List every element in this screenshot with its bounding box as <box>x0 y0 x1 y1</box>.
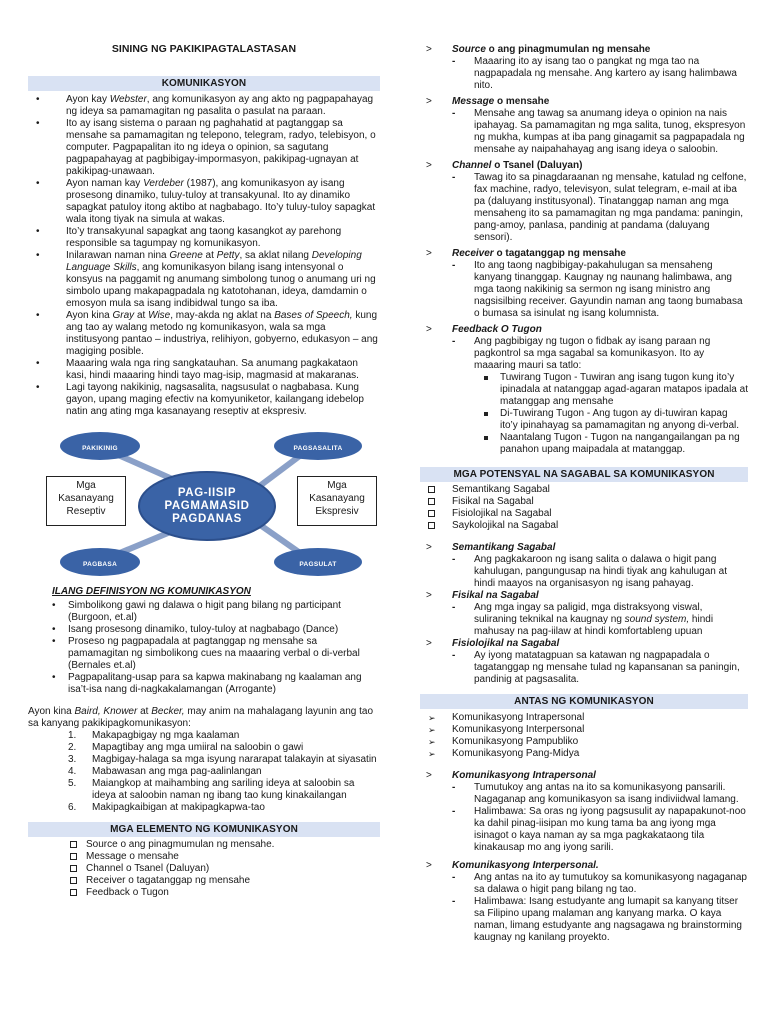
square-bullet-icon <box>484 412 488 416</box>
right-column <box>420 0 748 944</box>
arrow-bullet-icon: ➢ <box>428 749 436 759</box>
arrow-marker-icon: > <box>426 96 432 107</box>
page-title: SINING NG PAKIKIPAGTALASTASAN <box>111 43 297 55</box>
square-bullet-icon <box>484 436 488 440</box>
definition-item: • Isang prosesong dinamiko, tuloy-tuloy at nagbabago (Dance) <box>28 624 380 636</box>
dash-item: - Halimbawa: Isang estudyante ang lumapit sa kanyang titser sa Filipino upang malaman ang kanyang marka. O kaya naman, limang estudyante ang nagsagawa ng brainstorming kaugnay ng kanilang proyekto. <box>452 896 742 943</box>
dash-marker-icon: - <box>452 650 456 661</box>
definition-item: • Pagpapalitang-usap para sa kapwa makinabang ng kaalaman ang isa’t-isa nang di-nagkakalamangan (Arrogante) <box>28 672 380 696</box>
arrow-marker-icon: > <box>426 542 432 553</box>
dash-item: - Halimbawa: Sa oras ng iyong pagsusulit ay napapakunot-noo ka dahil pinag-iisipan mo kung tama ba ang iyong mga isinagot o kaya naman ay sa mga pagkakataong tila kinakausap mo ang iyong sarili. <box>452 806 746 853</box>
element-heading <box>420 324 748 336</box>
element-heading: > Source o ang pinagmumulan ng mensahe <box>426 44 651 55</box>
italic-term: Becker, <box>151 706 185 717</box>
purpose-item: 5. Maiangkop at maihambing ang sariling ideya at saloobin sa ideya at saloobin naman ng ibang tao kung kinakailangan <box>68 778 355 801</box>
italic-term: Receiver <box>452 248 494 259</box>
label-pagsasalita: PAGSASALITA <box>293 445 343 452</box>
intro-bullet: • Inilarawan naman nina Greene at Petty, sa aklat nilang Developing Language Skills, ang komunikasyon bilang isang intensyonal o konsyus na paggamit ng anumang simbolong tunog o anumang uri ng simbolo upang makapagpadala ng katotohanan, ideya, damdamin o emosyon mula sa isang indibidwal tungo sa iba. <box>28 250 380 310</box>
element-heading: > Channel o Tsanel (Daluyan) <box>426 160 583 171</box>
arrow-marker-icon: > <box>426 590 432 601</box>
box-reseptiv-line-3: Reseptiv <box>66 506 106 517</box>
checkbox-square-icon <box>428 498 435 505</box>
checkbox-square-icon <box>70 889 77 896</box>
section-header-antas: ANTAS NG KOMUNIKASYON <box>420 694 748 709</box>
arrow-marker-icon: > <box>426 160 432 171</box>
definitions-list <box>28 600 380 696</box>
box-reseptiv-line-1: Mga <box>76 480 96 491</box>
dash-marker-icon: - <box>452 336 456 347</box>
barriers-detail <box>420 542 748 686</box>
arrow-marker-icon: > <box>426 248 432 259</box>
level-item: ➢ Komunikasyong Pampubliko <box>428 736 579 747</box>
box-ekspresiv-line-2: Kasanayang <box>309 493 365 504</box>
barrier-heading <box>420 590 748 602</box>
dash-marker-icon: - <box>452 872 456 883</box>
barrier-heading <box>420 638 748 650</box>
box-reseptiv-line-2: Kasanayang <box>58 493 114 504</box>
intro-bullet: • Ayon kay Webster, ang komunikasyon ay ang akto ng pagpapahayag ng ideya sa pamamagitan ng pasalita o pasulat na paraan. <box>28 94 380 118</box>
italic-term: Channel <box>452 160 492 171</box>
dash-marker-icon: - <box>452 260 456 271</box>
purpose-item: 3. Magbigay-halaga sa mga isyung nararapat talakayin at siyasatin <box>68 754 377 765</box>
intro-bullet: • Lagi tayong nakikinig, nagsasalita, nagsusulat o nagbabasa. Kung gayon, upang maging efectiv na komyuniketor, kailangang idebelop natin ang ating mga kasanayang reseptiv at ekspresiv. <box>28 382 380 418</box>
section-header-sagabal: MGA POTENSYAL NA SAGABAL SA KOMUNIKASYON <box>420 467 748 482</box>
intro-bullet: • Ayon naman kay Verdeber (1987), ang komunikasyon ay isang prosesong dinamiko, tuluy-tuloy at transakyunal. Ito ay dinamiko sapagkat patuloy itong aktibo at nagbabago. Ito’y tuluy-tuloy sapagkat wala itong tiyak na simula at wakas. <box>28 178 380 226</box>
levels-list <box>420 712 748 760</box>
italic-term: Komunikasyong Interpersonal. <box>452 860 599 871</box>
dash-item: - Tawag ito sa pinagdaraanan ng mensahe, katulad ng celfone, fax machine, radyo, televisyon, sulat telegram, e-mail at iba pa (daluyang institusyonal). Tinatanggap naman ang mga mensaheng ito sa pamamagitan ng mga pandama: paningin, pang-amoy, panlasa, pandinig at pandama (daluyang sensori). <box>452 172 747 243</box>
checkbox-square-icon <box>70 865 77 872</box>
level-heading <box>420 770 748 782</box>
italic-term: Verdeber <box>143 178 184 189</box>
center-line-3: PAGDANAS <box>172 513 242 525</box>
intro-bullet: • Ito ay isang sistema o paraan ng paghahatid at pagtanggap sa mensahe sa pamamagitan ng telepono, telegram, radyo, telebisyon, o computer. Pagpapalitan ito ng ideya o opinion, sa sagutang pagpapahayag at pagbibigay-impormasyon, pakikipag-ugnayan at pakikipag-unawaan. <box>28 118 380 178</box>
definitions-title: ILANG DEFINISYON NG KOMUNIKASYON <box>52 586 251 597</box>
dash-marker-icon: - <box>452 108 456 119</box>
checkbox-square-icon <box>428 510 435 517</box>
dash-item: - Maaaring ito ay isang tao o pangkat ng mga tao na nagpapadala ng mensahe. Ang kartero ay isang halimbawa nito. <box>452 56 737 91</box>
dash-marker-icon: - <box>452 806 456 817</box>
barrier-item: Fisikal na Sagabal <box>420 496 748 508</box>
dash-item: - Ay iyong matatagpuan sa katawan ng nagpapadala o tagatanggap ng mensahe tulad ng kapansanan sa paningin, pandinig at pagsasalita. <box>452 650 740 685</box>
italic-term: Baird, Knower <box>74 706 138 717</box>
intro-bullet: • Ito’y transakyunal sapagkat ang taong kasangkot ay parehong responsible sa tagumpay ng komunikasyon. <box>28 226 380 250</box>
italic-term: Feedback O Tugon <box>452 324 542 335</box>
dash-marker-icon: - <box>452 56 456 67</box>
dash-item: - Ito ang taong nagbibigay-pakahulugan sa mensaheng kanyang tinanggap. Kaugnay ng naunang halimbawa, ang mga taong nakikinig sa sermon ng isang ministro ang nagsisilbing receiver. Gayundin naman ang taong bumabasa o bumasa sa isinulat ng isang kolumnista. <box>452 260 743 319</box>
italic-term: Gray <box>112 310 135 321</box>
element-item: Message o mensahe <box>28 851 380 863</box>
center-line-1: PAG-IISIP <box>177 487 237 499</box>
feedback-type-item: Naantalang Tugon - Tugon na nangangailangan pa ng panahon upang maipadala at matanggap. <box>420 432 748 456</box>
label-pagbasa: PAGBASA <box>82 561 118 568</box>
dash-item: - Ang antas na ito ay tumutukoy sa komunikasyong nagaganap sa dalawa o higit pang bilang ng tao. <box>452 872 747 895</box>
label-pakikinig: PAKIKINIG <box>82 445 118 452</box>
dash-item: - Ang pagbibigay ng tugon o fidbak ay isang paraan ng pagkontrol sa mga sagabal sa komunikasyon. Ito ay maaaring mauri sa tatlo: <box>452 336 711 371</box>
definition-item: • Proseso ng pagpapadala at pagtanggap ng mensahe sa pamamagitan ng simbolikong cues na maaaring verbal o di-verbal (Bernales et.al) <box>28 636 380 672</box>
levels-detail <box>420 770 748 944</box>
arrow-marker-icon: > <box>426 770 432 781</box>
checkbox-square-icon <box>70 877 77 884</box>
arrow-marker-icon: > <box>426 860 432 871</box>
barrier-item: Saykolojikal na Sagabal <box>420 520 748 532</box>
dash-item: - Tumutukoy ang antas na ito sa komunikasyong pansarili. Nagaganap ang komunikasyon sa isang indiviidwal lamang. <box>452 782 739 805</box>
level-item: ➢ Komunikasyong Intrapersonal <box>428 712 585 723</box>
barrier-heading <box>420 542 748 554</box>
arrow-marker-icon: > <box>426 324 432 335</box>
purpose-number: 6. <box>68 802 77 813</box>
italic-term: Greene <box>169 250 203 261</box>
center-line-2: PAGMAMASID <box>164 500 250 512</box>
intro-bullet-list <box>28 94 380 418</box>
italic-term: Bases of Speech, <box>274 310 353 321</box>
italic-term: Source <box>452 44 486 55</box>
italic-term: Semantikang Sagabal <box>452 542 556 553</box>
purpose-item: 4. Mabawasan ang mga pag-aalinlangan <box>68 766 262 777</box>
arrow-bullet-icon: ➢ <box>428 737 436 747</box>
barrier-item: Semantikang Sagabal <box>420 484 748 496</box>
section-header-elemento: MGA ELEMENTO NG KOMUNIKASYON <box>28 822 380 837</box>
skills-diagram <box>28 424 380 580</box>
element-item: Receiver o tagatanggap ng mensahe <box>28 875 380 887</box>
left-column <box>28 0 380 899</box>
box-ekspresiv-line-3: Ekspresiv <box>315 506 359 517</box>
italic-term: Petty <box>216 250 240 261</box>
purposes-intro: Ayon kina Baird, Knower at Becker, may anim na mahalagang layunin ang tao sa kanyang pakikipagkomunikasyon: <box>28 706 374 729</box>
purposes-list <box>28 730 380 814</box>
element-item: Channel o Tsanel (Daluyan) <box>28 863 380 875</box>
dash-item: - Ang mga ingay sa paligid, mga distraksyong viswal, suliraning teknikal na kaugnay ng sound system, hindi mahusay na pag-iilaw at hindi komfortableng upuan <box>452 602 714 637</box>
level-item: ➢ Komunikasyong Interpersonal <box>428 724 585 735</box>
feedback-type-item: Tuwirang Tugon - Tuwiran ang isang tugon kung ito’y ipinadala at natanggap agad-agaran matapos ipadala at matanggap ang mensahe <box>420 372 748 408</box>
checkbox-square-icon <box>70 841 77 848</box>
checkbox-square-icon <box>428 522 435 529</box>
element-item: Source o ang pinagmumulan ng mensahe. <box>28 839 380 851</box>
dash-marker-icon: - <box>452 172 456 183</box>
purpose-item: 1. Makapagbigay ng mga kaalaman <box>68 730 240 741</box>
italic-term: sound system, <box>624 614 690 625</box>
feedback-type-item: Di-Tuwirang Tugon - Ang tugon ay di-tuwiran kapag ito’y ipinahayag sa pamamagitan ng anyong di-verbal. <box>420 408 748 432</box>
feedback-types-list <box>420 372 748 456</box>
square-bullet-icon <box>484 376 488 380</box>
italic-term: Fisiolojikal na Sagabal <box>452 638 560 649</box>
box-ekspresiv-line-1: Mga <box>327 480 347 491</box>
barrier-item: Fisiolojikal na Sagabal <box>420 508 748 520</box>
dash-item: - Mensahe ang tawag sa anumang ideya o opinion na nais ipahayag. Sa pamamagitan ng mga salita, tunog, ekspresyon ng mukha, kumpas at iba pang ginagamit sa pagpapadala ng mensahe ay naipahahayag ang isang ideya o saloobin. <box>452 108 746 155</box>
elements-list <box>28 839 380 899</box>
elements-detail <box>420 44 748 372</box>
purpose-number: 2. <box>68 742 77 753</box>
checkbox-square-icon <box>428 486 435 493</box>
arrow-bullet-icon: ➢ <box>428 725 436 735</box>
label-pagsulat: PAGSULAT <box>299 561 337 568</box>
box-ekspresiv <box>297 476 377 526</box>
dash-item: - Ang pagkakaroon ng isang salita o dalawa o higit pang kahulugan, pangungusap na hindi tiyak ang kahulugan at hindi maayos na organisasyon ng isang pahayag. <box>452 554 727 589</box>
dash-marker-icon: - <box>452 896 456 907</box>
checkbox-square-icon <box>70 853 77 860</box>
definition-item: • Simbolikong gawi ng dalawa o higit pang bilang ng participant (Burgoon, et.al) <box>28 600 380 624</box>
element-item: Feedback o Tugon <box>28 887 380 899</box>
purpose-number: 5. <box>68 778 77 789</box>
italic-term: Developing Language Skills <box>66 250 362 273</box>
arrow-marker-icon: > <box>426 638 432 649</box>
arrow-bullet-icon: ➢ <box>428 713 436 723</box>
box-reseptiv <box>46 476 126 526</box>
level-heading <box>420 860 748 872</box>
center-label <box>141 487 273 526</box>
dash-marker-icon: - <box>452 782 456 793</box>
purpose-number: 1. <box>68 730 77 741</box>
italic-term: Wise <box>148 310 171 321</box>
intro-bullet: • Ayon kina Gray at Wise, may-akda ng aklat na Bases of Speech, kung ang tao ay walang metodo ng komunikasyon, wala sa mga institusyong pantao – industriya, relihiyon, gobyerno, edukasyon – ang magiging posible. <box>28 310 380 358</box>
italic-term: Komunikasyong Intrapersonal <box>452 770 596 781</box>
dash-marker-icon: - <box>452 554 456 565</box>
element-heading: > Message o mensahe <box>426 96 550 107</box>
purpose-number: 3. <box>68 754 77 765</box>
purpose-number: 4. <box>68 766 77 777</box>
arrow-marker-icon: > <box>426 44 432 55</box>
purpose-item: 2. Mapagtibay ang mga umiiral na saloobin o gawi <box>68 742 304 753</box>
level-item: ➢ Komunikasyong Pang-Midya <box>428 748 580 759</box>
element-heading: > Receiver o tagatanggap ng mensahe <box>426 248 626 259</box>
purpose-item: 6. Makipagkaibigan at makipagkapwa-tao <box>68 802 265 813</box>
italic-term: Fisikal na Sagabal <box>452 590 539 601</box>
section-header-komunikasyon: KOMUNIKASYON <box>28 76 380 91</box>
barriers-list <box>420 484 748 532</box>
intro-bullet: • Maaaring wala nga ring sangkatauhan. Sa anumang pagkakataon kasi, hindi maaaring hindi tayo mag-isip, magmasid at makaranas. <box>28 358 380 382</box>
italic-term: Webster <box>109 94 147 105</box>
italic-term: Message <box>452 96 495 107</box>
dash-marker-icon: - <box>452 602 456 613</box>
